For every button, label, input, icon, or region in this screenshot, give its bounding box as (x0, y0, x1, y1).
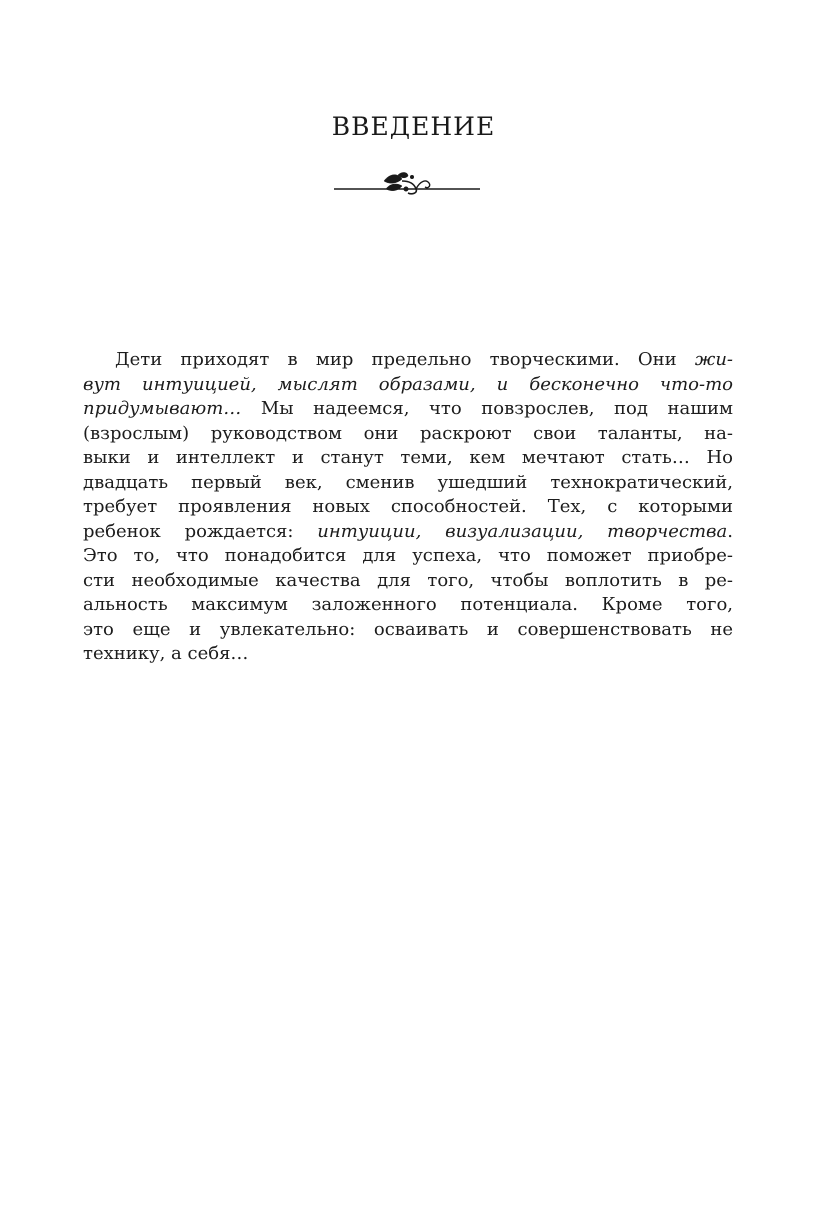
text-line: Это то, что понадобится для успеха, что поможет приобре- (83, 545, 733, 566)
text-segment: . (727, 520, 733, 542)
text-segment: Мы надеемся, что повзрослев, под нашим (241, 398, 733, 419)
text-line: технику, а себя… (83, 643, 249, 664)
text-line: альность максимум заложенного потенциала. Кроме того, (83, 594, 733, 615)
floral-divider-icon (332, 167, 482, 197)
text-line (83, 520, 733, 545)
text-line (83, 373, 733, 398)
text-segment: ребенок рождается: (83, 520, 318, 542)
intro-paragraph (83, 348, 733, 667)
text-line: выки и интеллект и станут теми, кем мечтают стать… Но (83, 447, 733, 468)
text-line (83, 348, 733, 373)
italic-segment: вут интуицией, мыслят образами, и бесконечно что-то (83, 373, 733, 395)
text-line: сти необходимые качества для того, чтобы воплотить в ре- (83, 569, 733, 591)
text-line: это еще и увлекательно: осваивать и совершенствовать не (83, 618, 733, 640)
text-line: (взрослым) руководством они раскроют свои таланты, на- (83, 422, 733, 444)
text-line: требует проявления новых способностей. Тех, с которыми (83, 496, 733, 517)
italic-segment: жи- (694, 349, 733, 370)
text-segment: Дети приходят в мир предельно творческими. Они (115, 349, 695, 370)
italic-segment: придумывают… (83, 398, 242, 419)
italic-segment: интуиции, визуализации, творчества (317, 520, 728, 542)
text-line: двадцать первый век, сменив ушедший технократический, (83, 471, 733, 493)
text-line (83, 397, 733, 422)
page-title: ВВЕДЕНИЕ (331, 112, 496, 141)
